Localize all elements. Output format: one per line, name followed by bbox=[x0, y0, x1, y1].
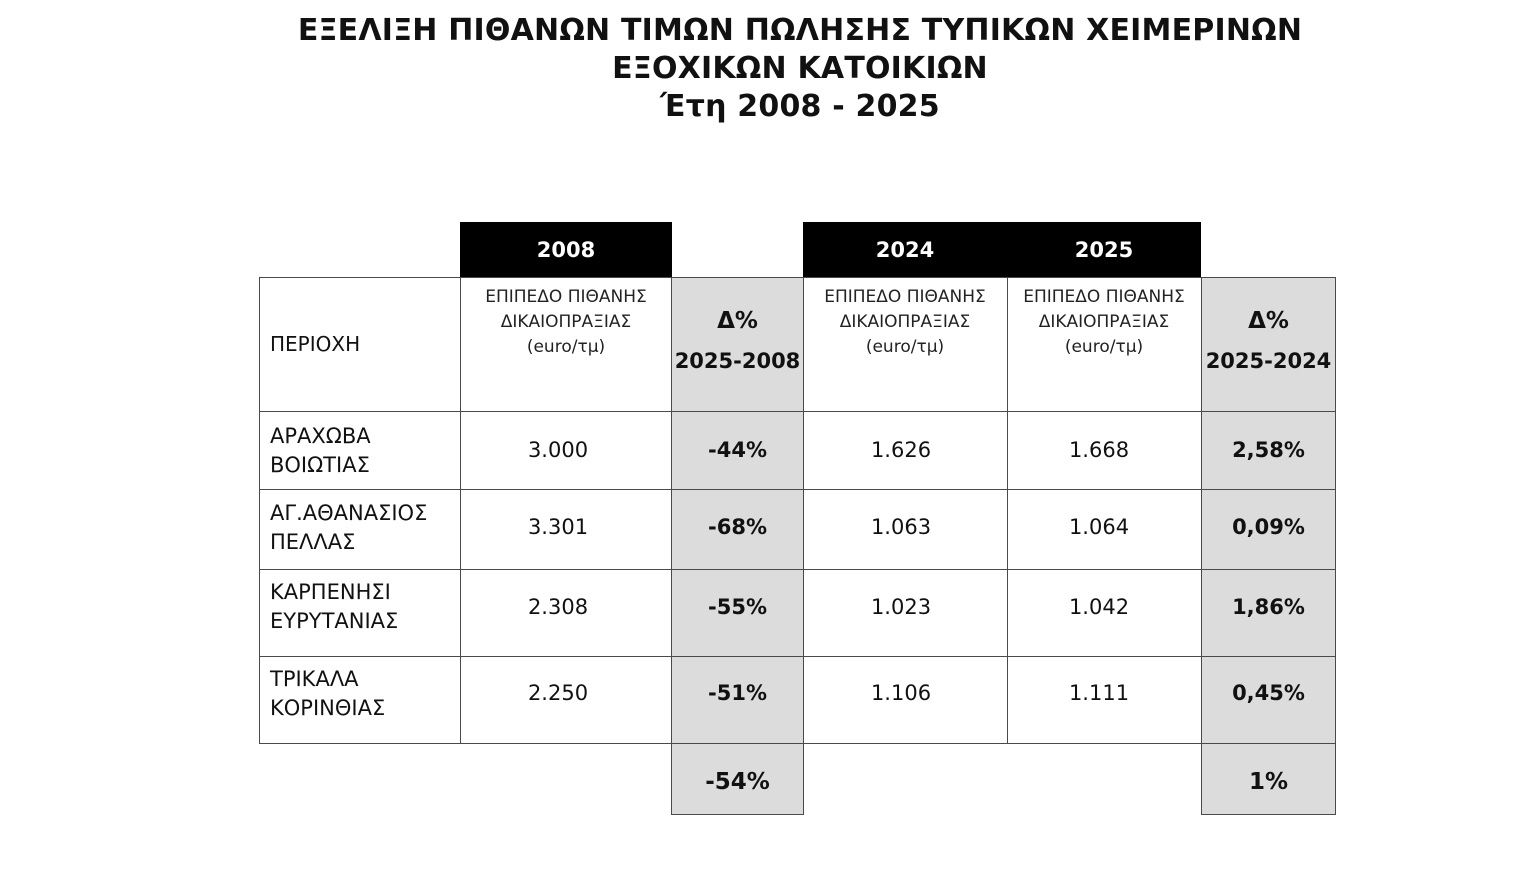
delta-2025-2024: 1,86% bbox=[1232, 595, 1305, 619]
total-delta-2025-2024: 1% bbox=[1248, 769, 1289, 795]
year-header-2008 bbox=[460, 222, 672, 278]
level-header-line-1: ΕΠΙΠΕΔΟ ΠΙΘΑΝΗΣ bbox=[824, 287, 986, 307]
price-2025: 1.042 bbox=[1068, 595, 1130, 619]
delta-2025-2024: 0,45% bbox=[1232, 681, 1305, 705]
page-title bbox=[0, 12, 1536, 126]
row-divider bbox=[259, 656, 1336, 657]
price-2024: 1.063 bbox=[870, 515, 932, 539]
price-2025: 1.064 bbox=[1068, 515, 1130, 539]
delta-2025-2008-header bbox=[672, 306, 803, 376]
year-label-2025: 2025 bbox=[1074, 238, 1134, 262]
delta-2025-2008: -44% bbox=[708, 438, 767, 462]
level-2024-header bbox=[803, 285, 1007, 360]
region-name: ΑΓ.ΑΘΑΝΑΣΙΟΣ bbox=[270, 501, 428, 525]
table-row-region bbox=[270, 499, 427, 557]
price-2008: 2.250 bbox=[527, 681, 589, 705]
level-2008-header bbox=[460, 285, 672, 360]
title-line-2: ΕΞΟΧΙΚΩΝ ΚΑΤΟΙΚΙΩΝ bbox=[612, 51, 988, 86]
total-delta-2024-bottom bbox=[1201, 814, 1336, 815]
region-name: ΑΡΑΧΩΒΑ bbox=[270, 424, 371, 448]
region-prefecture: ΒΟΙΩΤΙΑΣ bbox=[270, 453, 370, 477]
row-divider bbox=[259, 569, 1336, 570]
level-header-line-2: ΔΙΚΑΙΟΠΡΑΞΙΑΣ bbox=[1038, 312, 1170, 332]
level-header-line-1: ΕΠΙΠΕΔΟ ΠΙΘΑΝΗΣ bbox=[1023, 287, 1185, 307]
row-divider bbox=[259, 411, 1336, 412]
delta-range: 2025-2008 bbox=[674, 349, 801, 373]
year-header-2024-2025 bbox=[803, 222, 1201, 278]
table-row-region bbox=[270, 665, 385, 723]
table-row-region bbox=[270, 578, 398, 636]
level-header-line-2: ΔΙΚΑΙΟΠΡΑΞΙΑΣ bbox=[500, 312, 632, 332]
level-header-line-3: (euro/τμ) bbox=[1064, 337, 1144, 357]
delta-2025-2024-header bbox=[1201, 306, 1336, 376]
level-header-line-2: ΔΙΚΑΙΟΠΡΑΞΙΑΣ bbox=[839, 312, 971, 332]
year-label-2024: 2024 bbox=[875, 238, 935, 262]
price-2008: 3.000 bbox=[527, 438, 589, 462]
row-divider bbox=[259, 489, 1336, 490]
delta-range: 2025-2024 bbox=[1205, 349, 1332, 373]
price-2008: 3.301 bbox=[527, 515, 589, 539]
year-label-2008: 2008 bbox=[536, 238, 596, 262]
delta-symbol: Δ% bbox=[1248, 308, 1289, 334]
delta-2025-2024: 2,58% bbox=[1232, 438, 1305, 462]
region-prefecture: ΚΟΡΙΝΘΙΑΣ bbox=[270, 696, 386, 720]
level-header-line-3: (euro/τμ) bbox=[526, 337, 606, 357]
level-2025-header bbox=[1007, 285, 1201, 360]
row-divider bbox=[259, 743, 1336, 744]
delta-symbol: Δ% bbox=[717, 308, 758, 334]
level-header-line-1: ΕΠΙΠΕΔΟ ΠΙΘΑΝΗΣ bbox=[485, 287, 647, 307]
region-header: ΠΕΡΙΟΧΗ bbox=[270, 332, 361, 356]
price-table bbox=[259, 277, 1336, 795]
level-header-line-3: (euro/τμ) bbox=[865, 337, 945, 357]
price-2008: 2.308 bbox=[527, 595, 589, 619]
delta-2025-2008: -68% bbox=[708, 515, 767, 539]
total-delta-2008-bottom bbox=[672, 814, 803, 815]
title-line-3: Έτη 2008 - 2025 bbox=[660, 89, 940, 124]
column-divider bbox=[259, 277, 260, 744]
row-divider bbox=[259, 277, 1336, 278]
region-name: ΤΡΙΚΑΛΑ bbox=[270, 667, 359, 691]
total-delta-2025-2008: -54% bbox=[705, 769, 770, 795]
delta-2025-2008: -51% bbox=[708, 681, 767, 705]
table-row-region bbox=[270, 422, 371, 480]
price-2025: 1.111 bbox=[1068, 681, 1130, 705]
price-2024: 1.023 bbox=[870, 595, 932, 619]
price-2025: 1.668 bbox=[1068, 438, 1130, 462]
price-2024: 1.106 bbox=[870, 681, 932, 705]
region-prefecture: ΕΥΡΥΤΑΝΙΑΣ bbox=[270, 609, 399, 633]
title-line-1: ΕΞΕΛΙΞΗ ΠΙΘΑΝΩΝ ΤΙΜΩΝ ΠΩΛΗΣΗΣ ΤΥΠΙΚΩΝ ΧΕΙΜΕΡΙΝΩΝ bbox=[297, 13, 1303, 48]
delta-2025-2024: 0,09% bbox=[1232, 515, 1305, 539]
region-name: ΚΑΡΠΕΝΗΣΙ bbox=[270, 580, 391, 604]
region-prefecture: ΠΕΛΛΑΣ bbox=[270, 530, 356, 554]
delta-2025-2008: -55% bbox=[708, 595, 767, 619]
price-2024: 1.626 bbox=[870, 438, 932, 462]
